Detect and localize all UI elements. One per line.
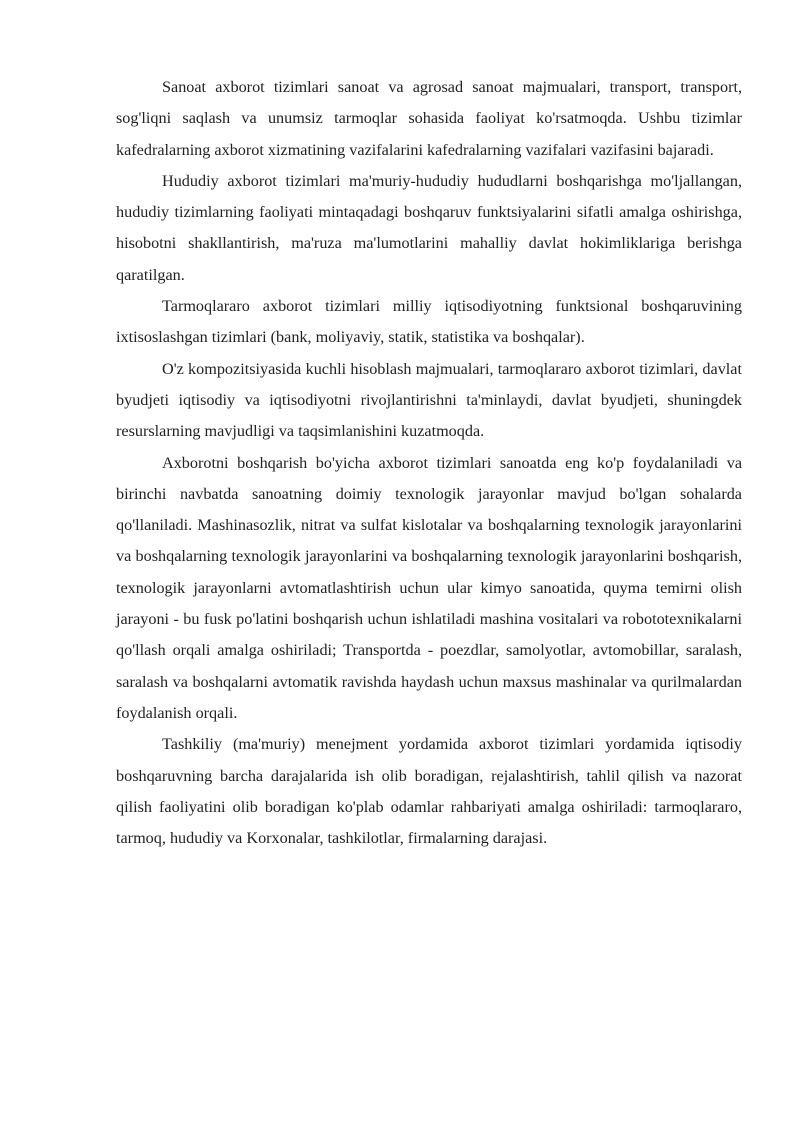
paragraph-industrial-systems: Sanoat axborot tizimlari sanoat va agrosad sanoat majmualari, transport, transport, sog'liqni saqlash va unumsiz tarmoqlar sohasida faoliyat ko'rsatmoqda. Ushbu tizimlar kafedralarning axborot xizmatining vazifalarini kafedralarning vazifalari vazifasini bajaradi. <box>116 78 742 159</box>
paragraph-organizational-management: Tashkiliy (ma'muriy) menejment yordamida axborot tizimlari yordamida iqtisodiy boshqaruvning barcha darajalarida ish olib boradigan, rejalashtirish, tahlil qilish va nazorat qilish faoliyatini olib boradigan ko'plab odamlar rahbariyati amalga oshiriladi: tarmoqlararo, tarmoq, hududiy va Korxonalar, tashkilotlar, firmalarning darajasi. <box>116 735 742 848</box>
paragraph-computing-complexes: O'z kompozitsiyasida kuchli hisoblash majmualari, tarmoqlararo axborot tizimlari, davlat byudjeti iqtisodiy va iqtisodiyotni rivojlantirishni ta'minlaydi, davlat byudjeti, shuningdek resurslarning mavjudligi va taqsimlanishini kuzatmoqda. <box>116 359 742 441</box>
paragraph-intersectoral-systems: Tarmoqlararo axborot tizimlari milliy iqtisodiyotning funktsional boshqaruvining ixtisoslashgan tizimlari (bank, moliyaviy, statik, statistika va boshqalar). <box>116 297 742 347</box>
paragraph-regional-systems: Hududiy axborot tizimlari ma'muriy-hududiy hududlarni boshqarishga mo'ljallangan, hududiy tizimlarning faoliyati mintaqadagi boshqaruv funktsiyalarini sifatli amalga oshirishga, hisobotni shakllantirish, ma'ruza ma'lumotlarini mahalliy davlat hokimliklariga berishga qaratilgan. <box>116 171 742 284</box>
document-page <box>116 72 742 854</box>
paragraph-information-management: Axborotni boshqarish bo'yicha axborot tizimlari sanoatda eng ko'p foydalaniladi va birinchi navbatda sanoatning doimiy texnologik jarayonlar mavjud bo'lgan sohalarda qo'llaniladi. Mashinasozlik, nitrat va sulfat kislotalar va boshqalarning texnologik jarayonlarini va boshqalarning texnologik jarayonlarini va boshqalarning texnologik jarayonlarini boshqarish, texnologik jarayonlarni avtomatlashtirish uchun ular kimyo sanoatida, quyma temirni olish jarayoni - bu fusk po'latini boshqarish uchun ishlatiladi mashina vositalari va robototexnikalarni qo'llash orqali amalga oshiriladi; Transportda - poezdlar, samolyotlar, avtomobillar, saralash, saralash va boshqalarni avtomatik ravishda haydash uchun maxsus mashinalar va qurilmalardan foydalanish orqali. <box>116 453 742 722</box>
